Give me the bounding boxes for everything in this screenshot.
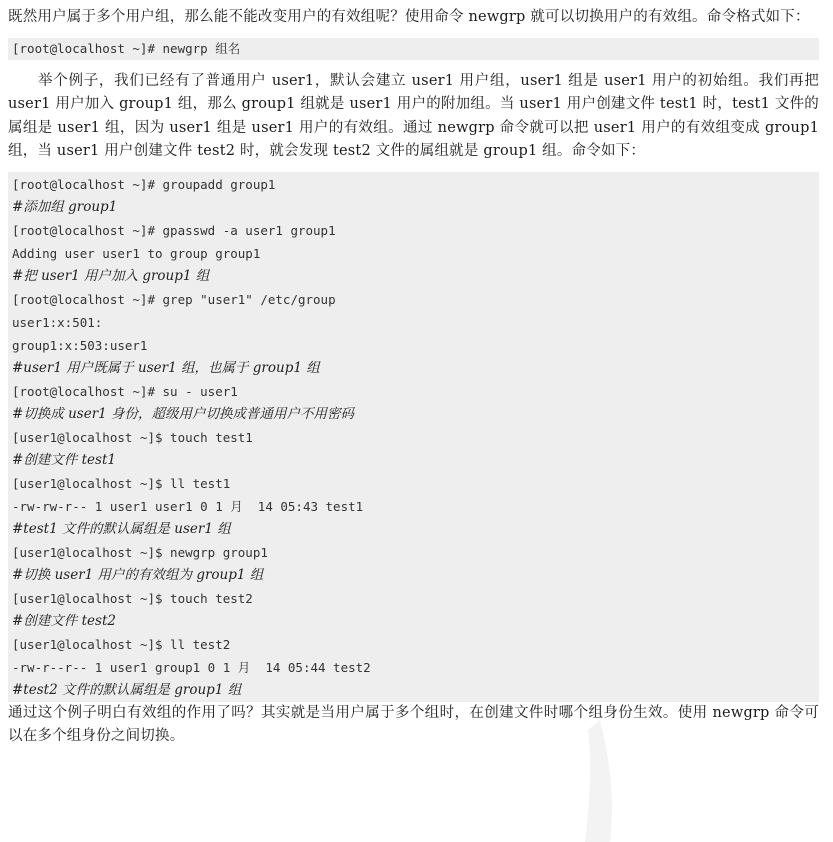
code-block-example (8, 172, 819, 702)
code-line: [user1@localhost ~]$ touch test1 (12, 429, 253, 445)
code-line: user1:x:501: (12, 314, 103, 330)
paragraph-example: 举个例子，我们已经有了普通用户 user1，默认会建立 user1 用户组，user1 组是 user1 用户的初始组。我们再把 user1 用户加入 group1 组，那么 group1 组就是 user1 用户的附加组。当 user1 用户创建文件 test1 时，test1 文件的属组是 user1 组，因为 user1 组是 user1 用户的有效组。通过 newgrp 命令就可以把 user1 用户的有效组变成 group1 组，当 user1 用户创建文件 test2 时，就会发现 test2 文件的属组就是 group1 组。命令如下： (8, 72, 819, 159)
code-block-syntax (8, 38, 819, 60)
code-line: Adding user user1 to group group1 (12, 245, 261, 261)
code-comment-line: #切换成 user1 身份，超级用户切换成普通用户不用密码 (12, 405, 355, 422)
code-line: -rw-rw-r-- 1 user1 user1 0 1 月 14 05:43 test1 (12, 498, 364, 514)
code-line: -rw-r--r-- 1 user1 group1 0 1 月 14 05:44 test2 (12, 659, 371, 675)
code-comment-line: #test2 文件的默认属组是 group1 组 (12, 681, 242, 698)
code-comment-line: #把 user1 用户加入 group1 组 (12, 267, 210, 284)
code-line: group1:x:503:user1 (12, 337, 148, 353)
code-line: [root@localhost ~]# gpasswd -a user1 group1 (12, 222, 336, 238)
code-line: [user1@localhost ~]$ newgrp group1 (12, 544, 268, 560)
code-comment-line: #切换 user1 用户的有效组为 group1 组 (12, 566, 264, 583)
code-line: [user1@localhost ~]$ ll test2 (12, 636, 231, 652)
code-comment-line: #user1 用户既属于 user1 组，也属于 group1 组 (12, 359, 320, 376)
code-line: [user1@localhost ~]$ touch test2 (12, 590, 253, 606)
code-line: [root@localhost ~]# grep "user1" /etc/group (12, 291, 336, 307)
code-line: [root@localhost ~]# newgrp 组名 (12, 40, 241, 56)
code-line: [user1@localhost ~]$ ll test1 (12, 475, 231, 491)
code-line: [root@localhost ~]# su - user1 (12, 383, 238, 399)
paragraph-conclusion: 通过这个例子明白有效组的作用了吗？其实就是当用户属于多个组时，在创建文件时哪个组身份生效。使用 newgrp 命令可以在多个组身份之间切换。 (8, 704, 819, 744)
code-comment-line: #test1 文件的默认属组是 user1 组 (12, 520, 231, 537)
code-comment-line: #创建文件 test2 (12, 612, 116, 629)
code-comment-line: #添加组 group1 (12, 198, 118, 215)
code-line: [root@localhost ~]# groupadd group1 (12, 176, 276, 192)
paragraph-intro: 既然用户属于多个用户组，那么能不能改变用户的有效组呢？使用命令 newgrp 就可以切换用户的有效组。命令格式如下： (8, 9, 810, 25)
code-comment-line: #创建文件 test1 (12, 451, 116, 468)
